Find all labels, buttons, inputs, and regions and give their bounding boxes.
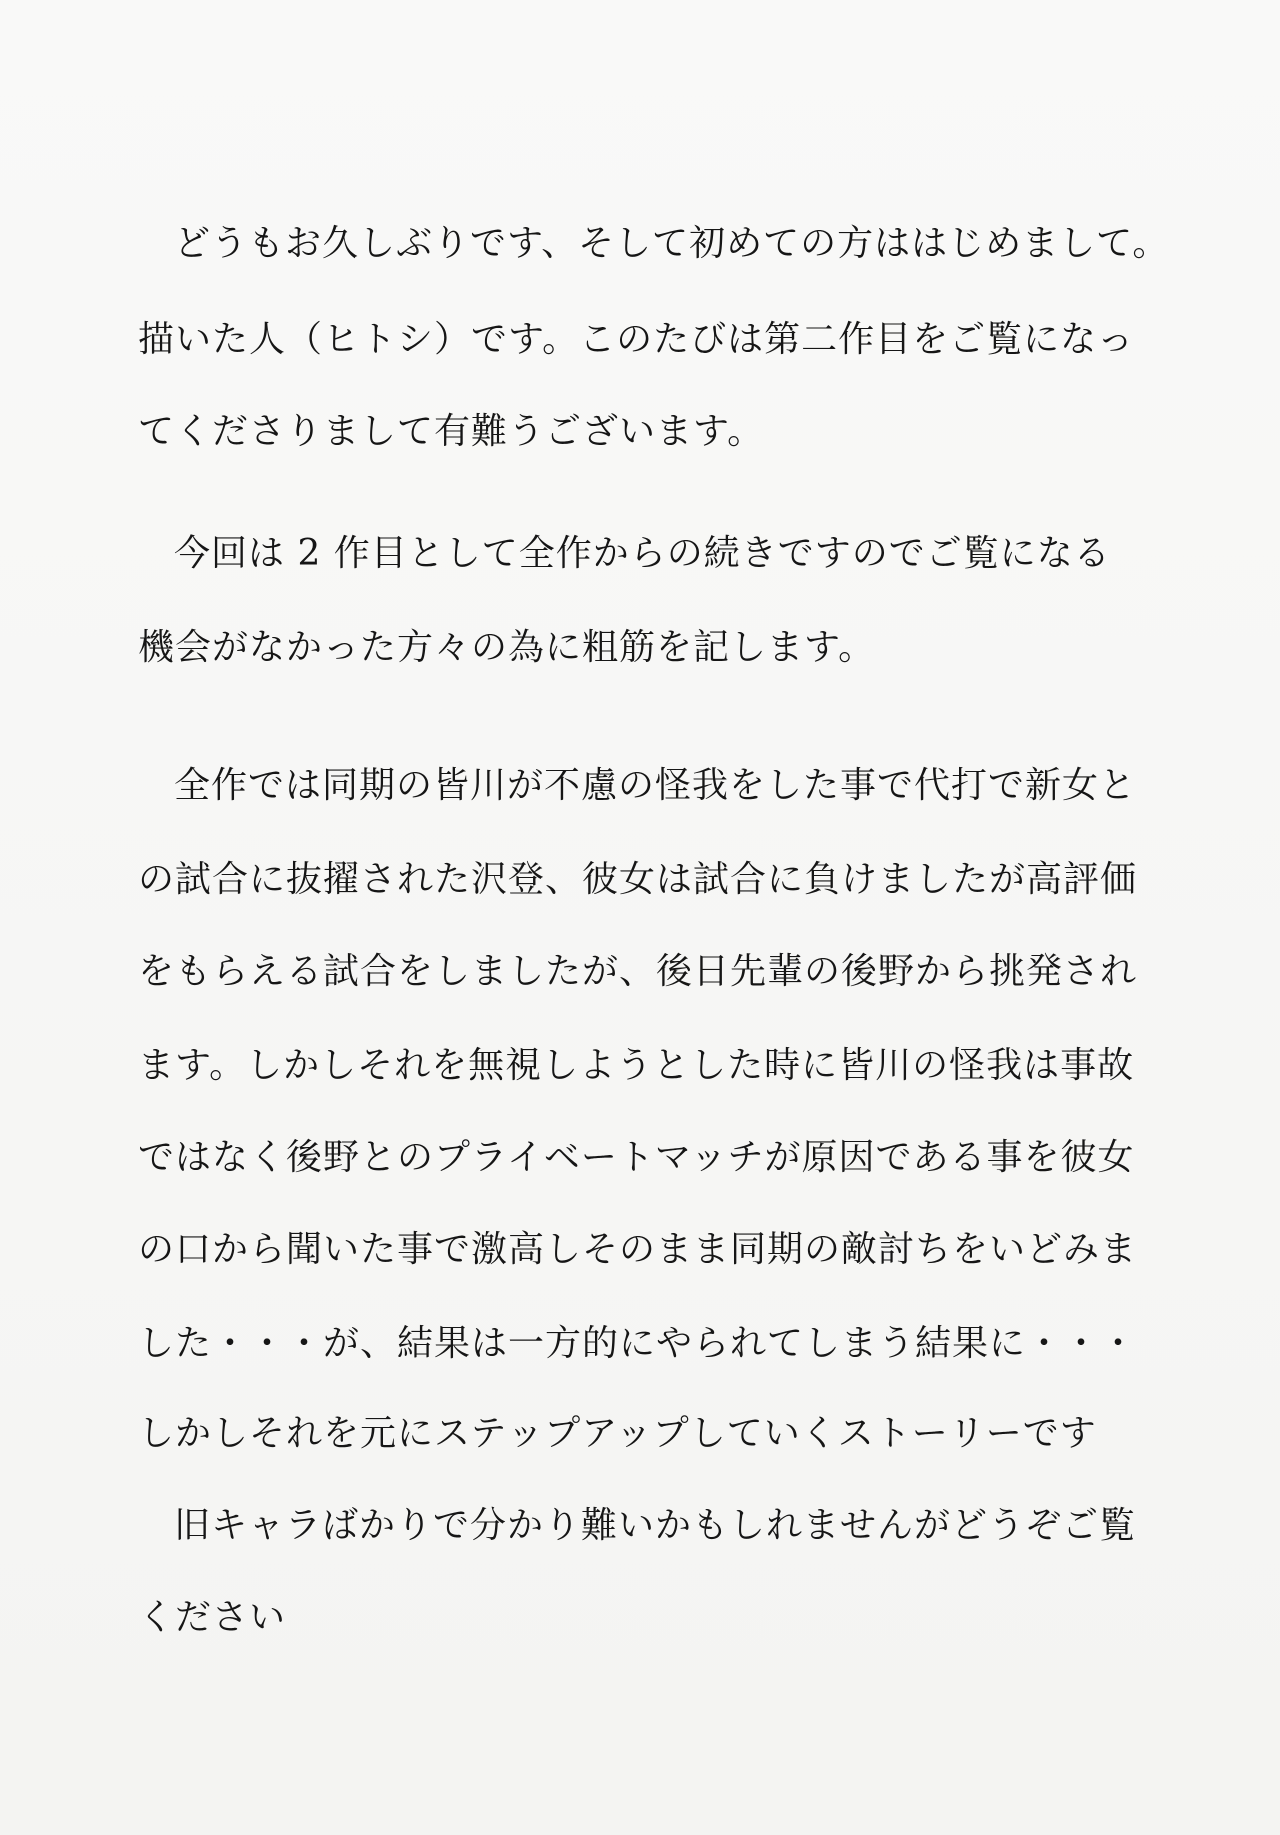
text-line: ます。しかしそれを無視しようとした時に皆川の怪我は事故	[138, 1045, 1135, 1086]
text-line: てくださりまして有難うございます。	[138, 411, 765, 452]
text-line: の口から聞いた事で激高しそのまま同期の敵討ちをいどみま	[138, 1229, 1138, 1270]
text-line: をもらえる試合をしましたが、後日先輩の後野から挑発され	[138, 951, 1138, 992]
text-line: ではなく後野とのプライベートマッチが原因である事を彼女	[138, 1137, 1135, 1178]
text-line: した・・・が、結果は一方的にやられてしまう結果に・・・	[138, 1323, 1138, 1364]
text-line: しかしそれを元にステップアップしていくストーリーです	[138, 1413, 1097, 1454]
text-line: ください	[138, 1597, 287, 1638]
text-line: 旧キャラばかりで分かり難いかもしれませんがどうぞご覧	[174, 1505, 1137, 1546]
text-line: の試合に抜擢された沢登、彼女は試合に負けましたが高評価	[138, 859, 1138, 900]
text-line: 全作では同期の皆川が不慮の怪我をした事で代打で新女と	[174, 765, 1137, 806]
text-line: 描いた人（ヒトシ）です。このたびは第二作目をご覧になっ	[138, 319, 1135, 360]
text-line: どうもお久しぶりです、そして初めての方ははじめまして。	[174, 223, 1170, 264]
text-line: 今回は 2 作目として全作からの続きですのでご覧になる	[174, 533, 1111, 574]
text-line: 機会がなかった方々の為に粗筋を記します。	[138, 627, 876, 668]
